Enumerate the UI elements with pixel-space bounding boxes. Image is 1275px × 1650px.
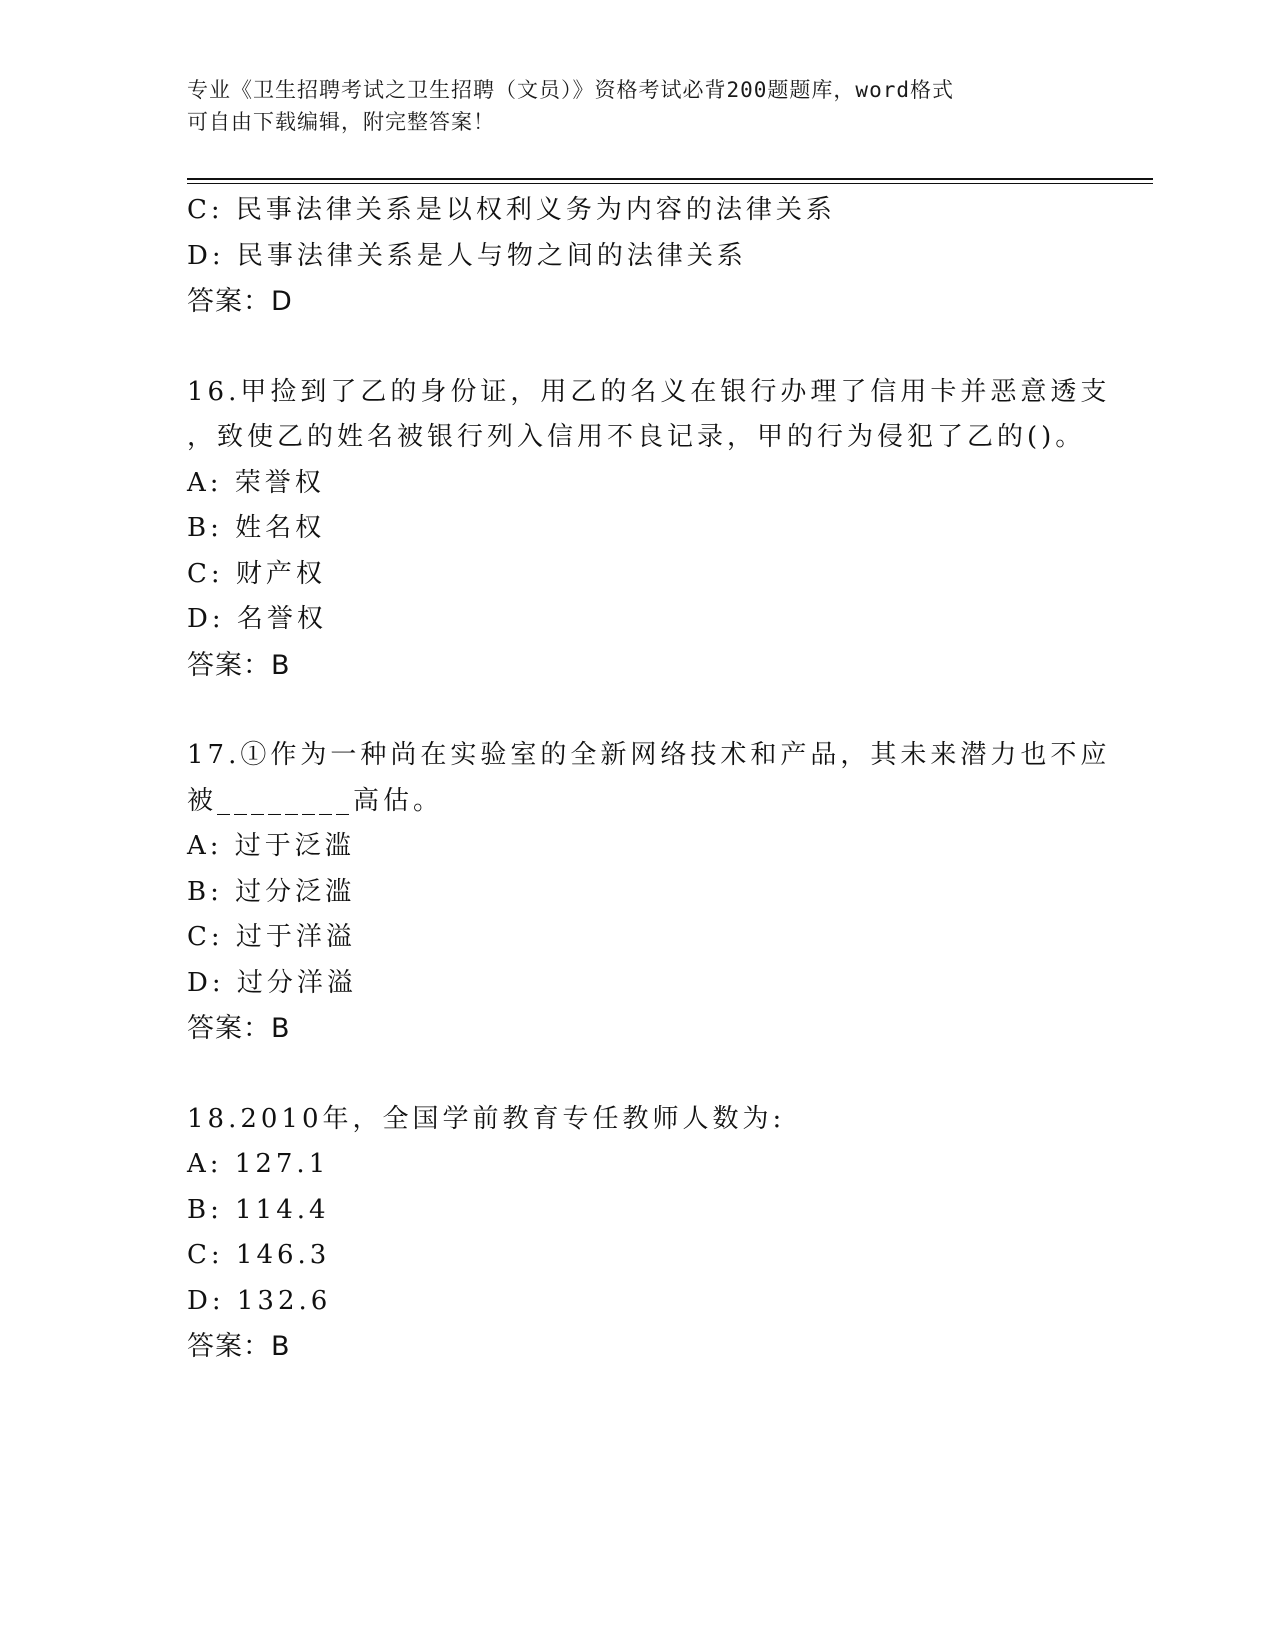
- answer: 答案：B: [187, 1013, 291, 1044]
- question-16: [187, 370, 1111, 689]
- question-stem: 16.甲捡到了乙的身份证，用乙的名义在银行办理了信用卡并恶意透支: [187, 376, 1111, 407]
- option-a: A: 127.1: [187, 1149, 330, 1179]
- option-d: D: 过分洋溢: [187, 967, 357, 998]
- option-c: C: 财产权: [187, 558, 326, 589]
- option-b: B: 过分泛滥: [187, 876, 356, 907]
- question-list: [187, 188, 1111, 1370]
- option-c: C: 民事法律关系是以权利义务为内容的法律关系: [187, 195, 836, 225]
- spacer: [187, 688, 1087, 733]
- answer: 答案：B: [187, 649, 291, 681]
- option-a: A: 荣誉权: [187, 467, 325, 498]
- question-stem-continued: ，致使乙的姓名被银行列入信用不良记录，甲的行为侵犯了乙的()。: [187, 422, 1086, 452]
- answer: 答案：B: [187, 1331, 291, 1362]
- option-b: B: 114.4: [187, 1194, 330, 1225]
- question-15-tail: [187, 188, 1087, 325]
- header-title-line-2: 可自由下载编辑，附完整答案！: [187, 110, 495, 134]
- header-title-line-1: 专业《卫生招聘考试之卫生招聘（文员）》资格考试必背200题题库，word格式: [187, 78, 954, 102]
- question-stem: 18.2010年，全国学前教育专任教师人数为:: [187, 1103, 786, 1134]
- header-divider-thick: [187, 178, 1153, 180]
- option-d: D: 名誉权: [187, 604, 327, 634]
- spacer: [187, 325, 1087, 370]
- option-d: D: 132.6: [187, 1285, 332, 1316]
- option-c: C: 146.3: [187, 1240, 331, 1270]
- option-a: A: 过于泛滥: [187, 831, 355, 861]
- option-b: B: 姓名权: [187, 513, 326, 543]
- header-divider-thin: [187, 183, 1153, 184]
- question-17: [187, 733, 1111, 1052]
- answer: 答案：D: [187, 286, 293, 317]
- spacer: [187, 1052, 1087, 1097]
- question-stem: 17.①作为一种尚在实验室的全新网络技术和产品，其未来潜力也不应: [187, 740, 1111, 770]
- option-d: D: 民事法律关系是人与物之间的法律关系: [187, 240, 747, 271]
- page-header: [187, 74, 1087, 138]
- option-c: C: 过于洋溢: [187, 922, 356, 952]
- question-18: [187, 1097, 1087, 1370]
- question-stem-continued: 被________高估。: [187, 785, 444, 816]
